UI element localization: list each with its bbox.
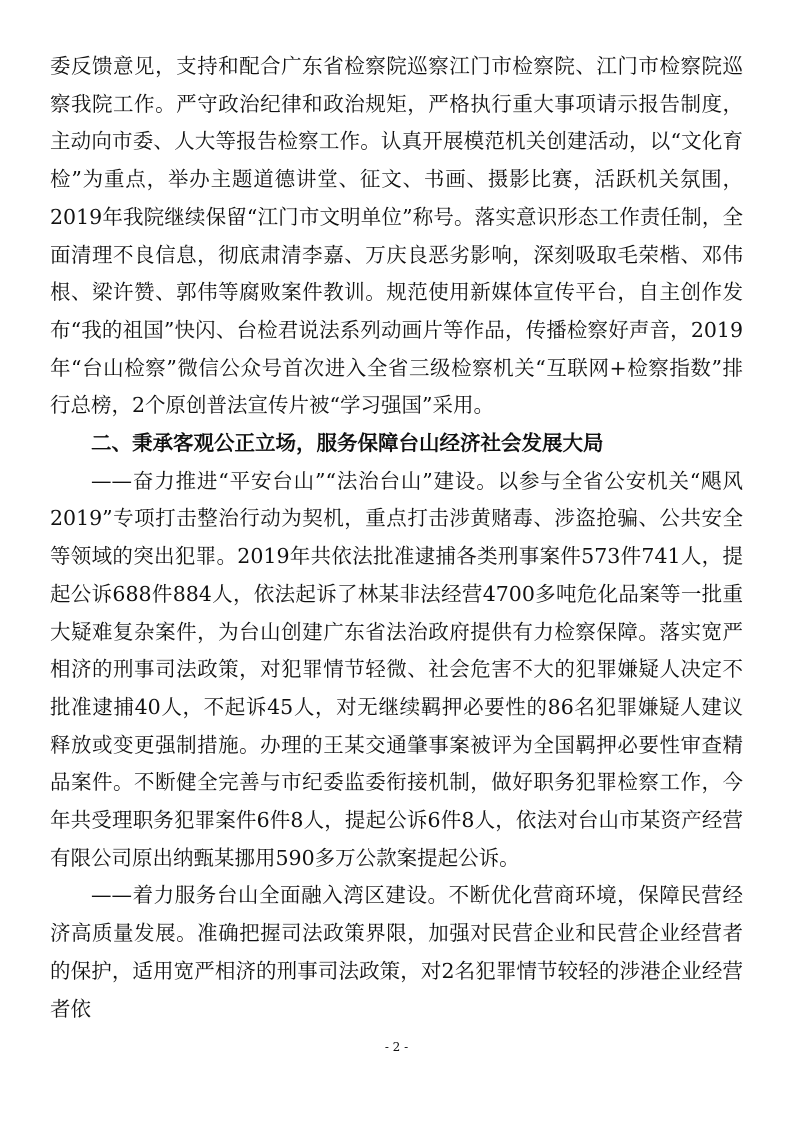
paragraph-bay-area: ——着力服务台山全面融入湾区建设。不断优化营商环境，保障民营经济高质量发展。准确把握司法政策界限，加强对民营企业和民营企业经营者的保护，适用宽严相济的刑事司法政策，对2名犯罪情节较轻的涉港企业经营者依 — [50, 883, 743, 1021]
document-body — [50, 48, 743, 1028]
paragraph-party-building: 委反馈意见，支持和配合广东省检察院巡察江门市检察院、江门市检察院巡察我院工作。严守政治纪律和政治规矩，严格执行重大事项请示报告制度，主动向市委、人大等报告检察工作。认真开展模范机关创建活动，以“文化育检”为重点，举办主题道德讲堂、征文、书画、摄影比赛，活跃机关氛围，2019年我院继续保留“江门市文明单位”称号。落实意识形态工作责任制，全面清理不良信息，彻底肃清李嘉、万庆良恶劣影响，深刻吸取毛荣楷、邓伟根、梁许赞、郭伟等腐败案件教训。规范使用新媒体宣传平台，自主创作发布“我的祖国”快闪、台检君说法系列动画片等作品，传播检察好声音，2019年“台山检察”微信公众号首次进入全省三级检察机关“互联网+检察指数”排行总榜，2个原创普法宣传片被“学习强国”采用。 — [50, 54, 743, 418]
page-number: - 2 - — [384, 1040, 409, 1054]
section-heading-2: 二、秉承客观公正立场，服务保障台山经济社会发展大局 — [91, 431, 604, 456]
paragraph-safe-taishan: ——奋力推进“平安台山”“法治台山”建设。以参与全省公安机关“飓风2019”专项打击整治行动为契机，重点打击涉黄赌毒、涉盗抢骗、公共安全等领域的突出犯罪。2019年共依法批准逮捕各类刑事案件573件741人，提起公诉688件884人，依法起诉了林某非法经营4700多吨危化品案等一批重大疑难复杂案件，为台山创建广东省法治政府提供有力检察保障。落实宽严相济的刑事司法政策，对犯罪情节轻微、社会危害不大的犯罪嫌疑人决定不批准逮捕40人，不起诉45人，对无继续羁押必要性的86名犯罪嫌疑人建议释放或变更强制措施。办理的王某交通肇事案被评为全国羁押必要性审查精品案件。不断健全完善与市纪委监委衔接机制，做好职务犯罪检察工作，今年共受理职务犯罪案件6件8人，提起公诉6件8人，依法对台山市某资产经营有限公司原出纳甄某挪用590多万公款案提起公诉。 — [50, 468, 743, 870]
